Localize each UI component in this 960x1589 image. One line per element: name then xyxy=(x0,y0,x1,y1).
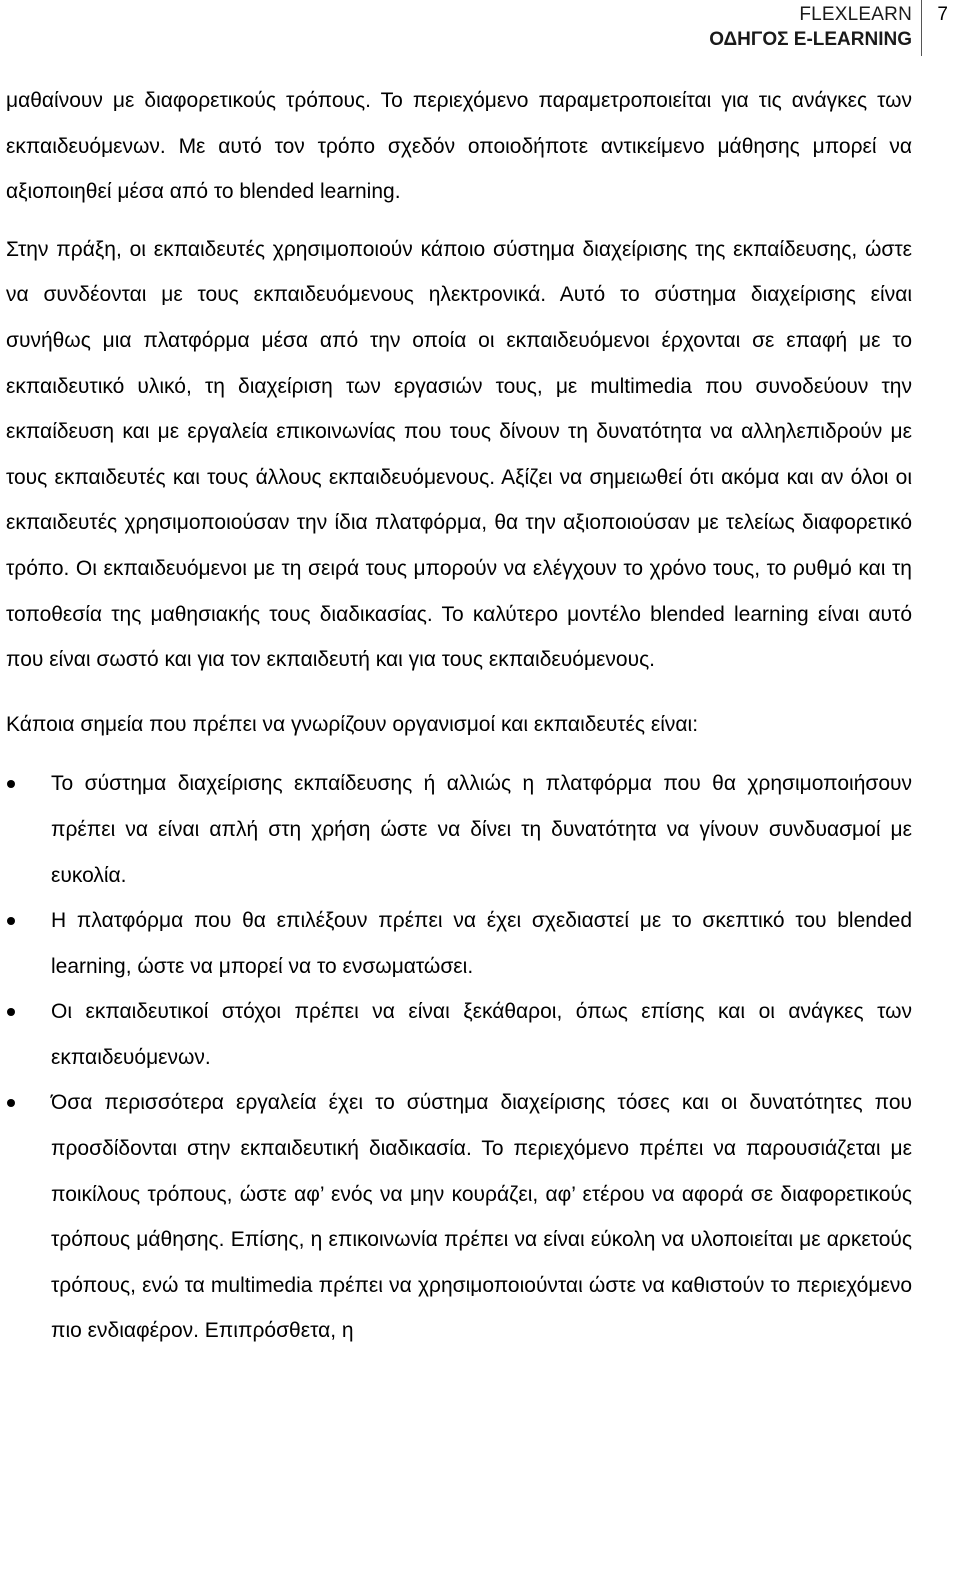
paragraph-1: μαθαίνουν με διαφορετικούς τρόπους. Το περιεχόμενο παραμετροποιείται για τις ανάγκες των εκπαιδευόμενων. Με αυτό τον τρόπο σχεδόν οποιοδήποτε αντικείμενο μάθησης μπορεί να αξιοποιηθεί μέσα από το blended learning. xyxy=(6,89,912,204)
bullet-item-2: Η πλατφόρμα που θα επιλέξουν πρέπει να έχει σχεδιαστεί με το σκεπτικό του blended learning, ώστε να μπορεί να το ενσωματώσει. xyxy=(6,898,912,989)
running-header xyxy=(709,2,912,52)
header-divider xyxy=(921,0,922,56)
header-subtitle: ΟΔΗΓΟΣ E-LEARNING xyxy=(709,29,912,50)
paragraph-2: Στην πράξη, οι εκπαιδευτές χρησιμοποιούν κάποιο σύστημα διαχείρισης της εκπαίδευσης, ώστε να συνδέονται με τους εκπαιδευόμενους ηλεκτρονικά. Αυτό το σύστημα διαχείρισης είναι συνήθως μια πλατφόρμα μέσα από την οποία οι εκπαιδευόμενοι έρχονται σε επαφή με το εκπαιδευτικό υλικό, τη διαχείριση των εργασιών τους, με multimedia που συνοδεύουν την εκπαίδευση και με εργαλεία επικοινωνίας που τους δίνουν τη δυνατότητα να αλληλεπιδρούν με τους εκπαιδευτές και τους άλλους εκπαιδευόμενους. Αξίζει να σημειωθεί ότι ακόμα και αν όλοι οι εκπαιδευτές χρησιμοποιούσαν την ίδια πλατφόρμα, θα την αξιοποιούσαν με τελείως διαφορετικό τρόπο. Οι εκπαιδευόμενοι με τη σειρά τους μπορούν να ελέγχουν το χρόνο τους, το ρυθμό και τη τοποθεσία της μαθησιακής τους διαδικασίας. Το καλύτερο μοντέλο blended learning είναι αυτό που είναι σωστό και για τον εκπαιδευτή και για τους εκπαιδευόμενους. xyxy=(6,237,912,672)
document-body xyxy=(6,78,912,1354)
page-number: 7 xyxy=(937,4,948,25)
bullet-item-1: Το σύστημα διαχείρισης εκπαίδευσης ή αλλιώς η πλατφόρμα που θα χρησιμοποιήσουν πρέπει να είναι απλή στη χρήση ώστε να δίνει τη δυνατότητα να γίνουν συνδυασμοί με ευκολία. xyxy=(6,761,912,898)
bullet-list xyxy=(6,761,912,1354)
bullet-item-4: Όσα περισσότερα εργαλεία έχει το σύστημα διαχείρισης τόσες και οι δυνατότητες που προσδίδονται στην εκπαιδευτική διαδικασία. Το περιεχόμενο πρέπει να παρουσιάζεται με ποικίλους τρόπους, ώστε αφ’ ενός να μην κουράζει, αφ’ ετέρου να αφορά σε διαφορετικούς τρόπους μάθησης. Επίσης, η επικοινωνία πρέπει να είναι εύκολη να υλοποιείται με αρκετούς τρόπους, ενώ τα multimedia πρέπει να χρησιμοποιούνται ώστε να καθιστούν το περιεχόμενο πιο ενδιαφέρον. Επιπρόσθετα, η xyxy=(6,1080,912,1354)
header-title: FLEXLEARN xyxy=(799,4,912,25)
list-intro: Κάποια σημεία που πρέπει να γνωρίζουν οργανισμοί και εκπαιδευτές είναι: xyxy=(6,712,699,736)
bullet-item-3: Οι εκπαιδευτικοί στόχοι πρέπει να είναι ξεκάθαροι, όπως επίσης και οι ανάγκες των εκπαιδευόμενων. xyxy=(6,989,912,1080)
